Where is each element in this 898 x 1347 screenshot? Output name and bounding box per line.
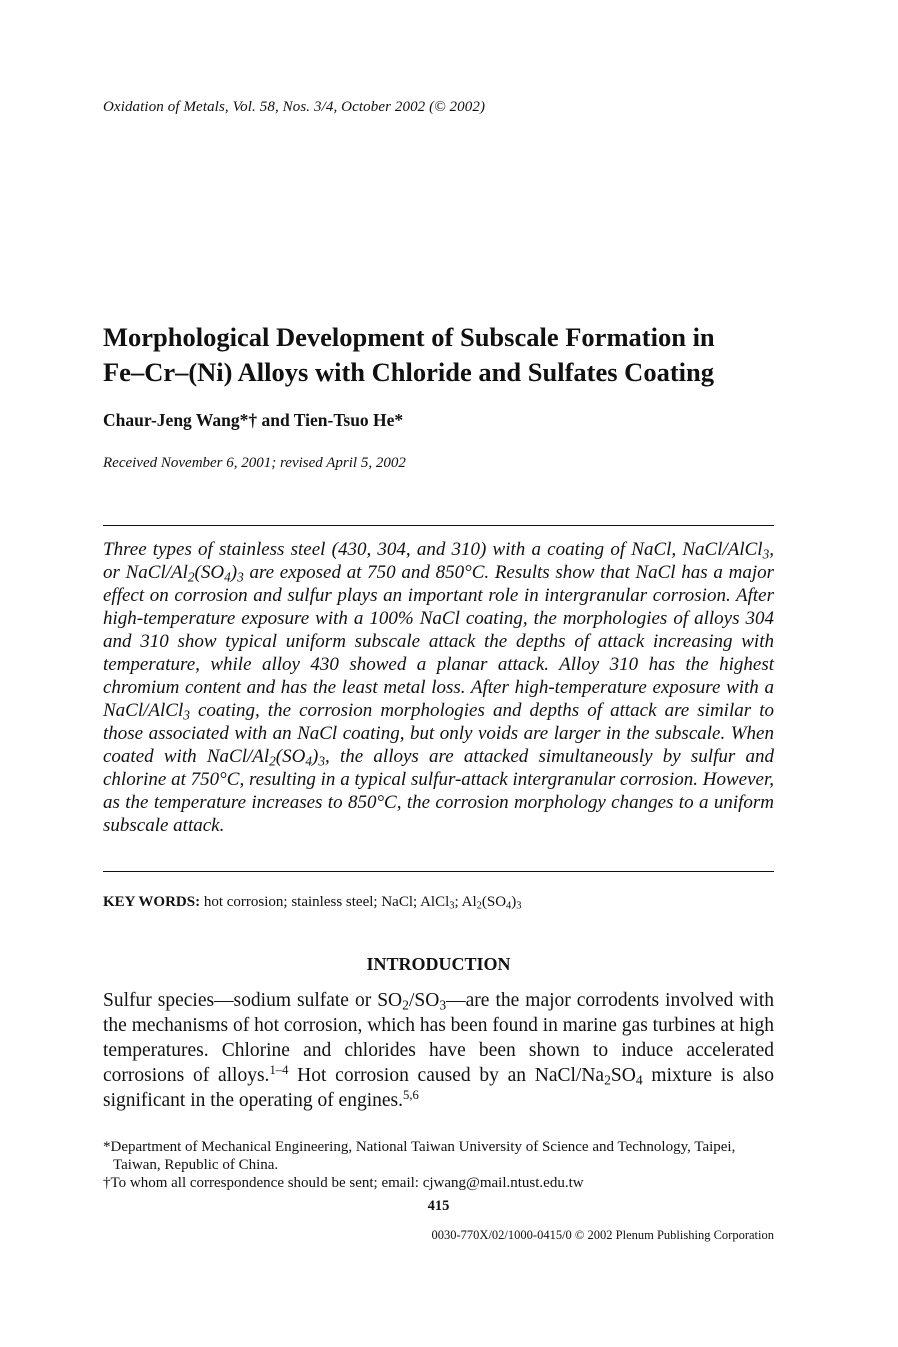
citation-ref: 1–4 [269, 1063, 289, 1078]
title-line-1: Morphological Development of Subscale Formation in [103, 322, 715, 352]
footnote-affiliation: *Department of Mechanical Engineering, National Taiwan University of Science and Technology, Taipei, Taiwan, Republic of China. [103, 1139, 736, 1173]
footnote-correspondence: †To whom all correspondence should be sent; email: cjwang@mail.ntust.edu.tw [103, 1175, 584, 1191]
citation-ref: 5,6 [403, 1088, 419, 1103]
article-title [103, 320, 793, 390]
title-line-2: Fe–Cr–(Ni) Alloys with Chloride and Sulfates Coating [103, 357, 714, 387]
introduction-paragraph: Sulfur species—sodium sulfate or $SO_2/SO_3—are$ the major corrodents involved with the mechanisms of hot corrosion, which has been found in marine gas turbines at high temperatures. Chlorine and chlorides have been shown to induce accelerated corrosions of alloys.$^{1-4}$ Hot corrosion caused by an NaCl/$Na_2SO_4$ mixture is also significant in the operating of engines.$^{5,6}$ [103, 990, 774, 1111]
keywords-label: KEY WORDS: [103, 894, 201, 910]
abstract: Three types of stainless steel (430, 304, and 310) with a coating of NaCl, NaCl/AlCl$_3$, or NaCl/$Al_2(SO_4)_3$ are exposed at 750 and 850°C. Results show that NaCl has a major effect on corrosion and sulfur plays an important role in intergranular corrosion. After high-temperature exposure with a 100% NaCl coating, the morphologies of alloys 304 and 310 show typical uniform subscale attack the depths of attack increasing with temperature, while alloy 430 showed a planar attack. Alloy 310 has the highest chromium content and has the least metal loss. After high-temperature exposure with a NaCl/AlCl$_3$ coating, the corrosion morphologies and depths of attack are similar to those associated with an NaCl coating, but only voids are larger in the subscale. When coated with NaCl/$Al_2(SO_4)_3$, the alloys are attacked simultaneously by sulfur and chlorine at 750°C, resulting in a typical sulfur-attack intergranular corrosion. However, as the temperature increases to 850°C, the corrosion morphology changes to a uniform subscale attack. [103, 539, 774, 836]
keywords: KEY WORDS: hot corrosion; stainless steel; NaCl; AlCl$_3$; $Al_2(SO_4)_3$ [103, 894, 522, 912]
introduction-heading: INTRODUCTION [366, 954, 511, 974]
copyright-line: 0030-770X/02/1000-0415/0 © 2002 Plenum Publishing Corporation [431, 1228, 774, 1242]
journal-citation: Oxidation of Metals, Vol. 58, Nos. 3/4, October 2002 (© 2002) [103, 99, 486, 115]
author-list: Chaur-Jeng Wang*† and Tien-Tsuo He* [103, 410, 404, 430]
page-number: 415 [427, 1198, 450, 1214]
received-dates: Received November 6, 2001; revised April 5, 2002 [103, 455, 406, 471]
abstract-top-rule [103, 525, 774, 526]
abstract-bottom-rule [103, 871, 774, 872]
footnotes [103, 1138, 774, 1192]
